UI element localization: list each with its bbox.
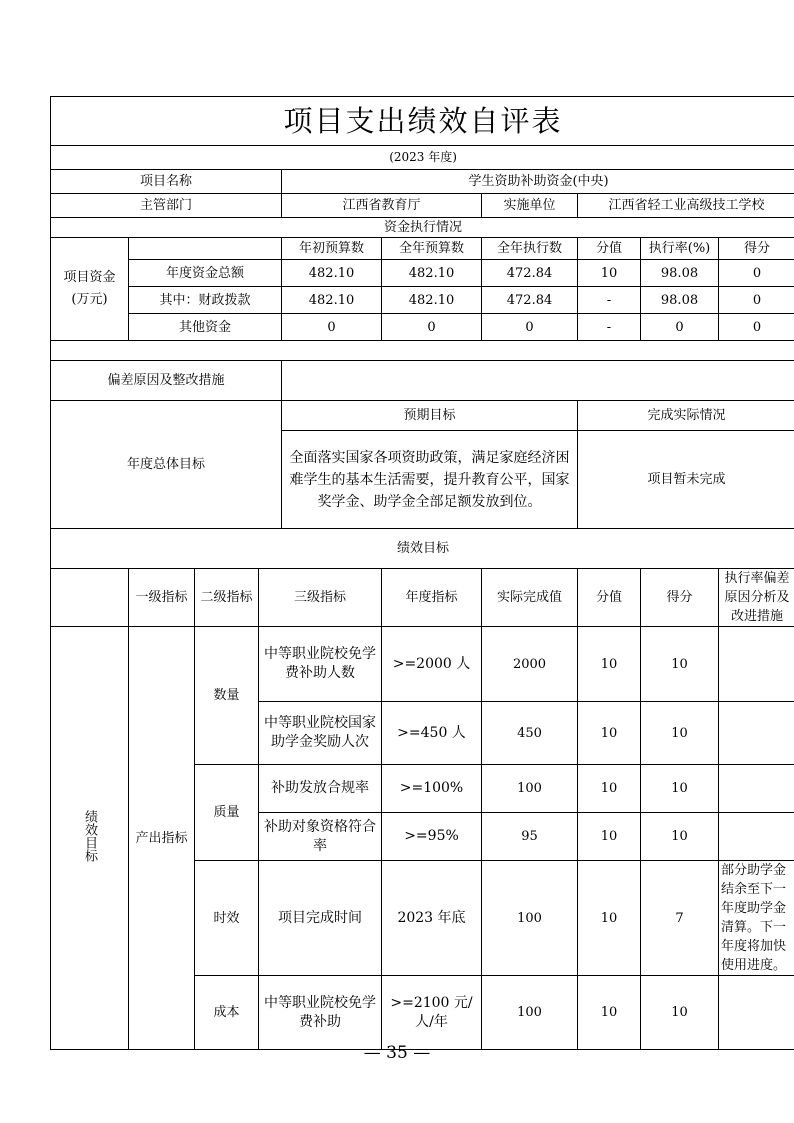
funds-cell: 482.10 bbox=[382, 260, 482, 287]
funds-cell: 0 bbox=[719, 260, 794, 287]
annual-goal-label: 年度总体目标 bbox=[51, 401, 282, 529]
level3-indicator: 中等职业院校免学费补助人数 bbox=[259, 627, 382, 702]
actual-value: 95 bbox=[482, 813, 578, 861]
deviation-note bbox=[719, 765, 794, 813]
performance-header: 实际完成值 bbox=[482, 569, 578, 627]
performance-header: 分值 bbox=[578, 569, 641, 627]
score-value: 10 bbox=[578, 627, 641, 702]
funds-cell: 482.10 bbox=[282, 287, 382, 314]
score: 10 bbox=[641, 765, 719, 813]
funds-cell: 0 bbox=[482, 314, 578, 341]
funds-row-label: 年度资金总额 bbox=[129, 260, 282, 287]
deviation-note bbox=[719, 702, 794, 765]
actual-value: 450 bbox=[482, 702, 578, 765]
score-value: 10 bbox=[578, 813, 641, 861]
funds-cell: 482.10 bbox=[282, 260, 382, 287]
project-name-value: 学生资助补助资金(中央) bbox=[282, 170, 794, 194]
level2-indicator: 时效 bbox=[195, 861, 259, 976]
actual-status-text: 项目暂未完成 bbox=[578, 431, 794, 529]
deviation-note: 部分助学金结余至下一年度助学金清算。下一年度将加快使用进度。 bbox=[719, 861, 794, 976]
funds-header: 得分 bbox=[719, 238, 794, 260]
funds-cell: 0 bbox=[382, 314, 482, 341]
level3-indicator: 项目完成时间 bbox=[259, 861, 382, 976]
score-value: 10 bbox=[578, 702, 641, 765]
level3-indicator: 中等职业院校国家助学金奖励人次 bbox=[259, 702, 382, 765]
dept-label: 主管部门 bbox=[51, 194, 282, 218]
score-value: 10 bbox=[578, 861, 641, 976]
expected-goal-header: 预期目标 bbox=[282, 401, 578, 431]
dept-value: 江西省教育厅 bbox=[282, 194, 482, 218]
performance-header: 三级指标 bbox=[259, 569, 382, 627]
level3-indicator: 补助发放合规率 bbox=[259, 765, 382, 813]
funds-header: 年初预算数 bbox=[282, 238, 382, 260]
page-number: — 35 — bbox=[363, 1043, 431, 1063]
performance-header: 执行率偏差原因分析及改进措施 bbox=[719, 569, 794, 627]
deviation-value bbox=[282, 361, 794, 401]
funds-cell: 10 bbox=[578, 260, 641, 287]
annual-target: >=100% bbox=[382, 765, 482, 813]
funds-header: 全年预算数 bbox=[382, 238, 482, 260]
annual-target: >=2100 元/人/年 bbox=[382, 976, 482, 1050]
form-year: (2023 年度) bbox=[51, 146, 794, 170]
score: 10 bbox=[641, 813, 719, 861]
actual-value: 100 bbox=[482, 976, 578, 1050]
performance-header: 得分 bbox=[641, 569, 719, 627]
annual-target: >=95% bbox=[382, 813, 482, 861]
annual-target: >=450 人 bbox=[382, 702, 482, 765]
funds-cell: - bbox=[578, 287, 641, 314]
funds-cell: 472.84 bbox=[482, 260, 578, 287]
performance-header-blank bbox=[51, 569, 129, 627]
expected-goal-text: 全面落实国家各项资助政策，满足家庭经济困难学生的基本生活需要，提升教育公平，国家奖学金、助学金全部足额发放到位。 bbox=[282, 431, 578, 529]
funds-header: 分值 bbox=[578, 238, 641, 260]
funds-row-label: 其他资金 bbox=[129, 314, 282, 341]
score: 10 bbox=[641, 627, 719, 702]
performance-header: 年度指标 bbox=[382, 569, 482, 627]
funds-cell: 482.10 bbox=[382, 287, 482, 314]
funds-section-title: 资金执行情况 bbox=[51, 218, 794, 238]
impl-label: 实施单位 bbox=[482, 194, 578, 218]
funds-header: 全年执行数 bbox=[482, 238, 578, 260]
funds-cell: 0 bbox=[719, 287, 794, 314]
form-table bbox=[50, 96, 794, 1050]
table-row bbox=[51, 314, 794, 341]
level3-indicator: 中等职业院校免学费补助 bbox=[259, 976, 382, 1050]
score: 10 bbox=[641, 702, 719, 765]
performance-side-label bbox=[51, 627, 129, 1050]
score-value: 10 bbox=[578, 976, 641, 1050]
level1-indicator: 产出指标 bbox=[129, 627, 195, 1050]
funds-cell: - bbox=[578, 314, 641, 341]
score-value: 10 bbox=[578, 765, 641, 813]
annual-target: 2023 年底 bbox=[382, 861, 482, 976]
funds-group-label bbox=[51, 238, 129, 341]
table-row bbox=[51, 627, 794, 702]
level2-indicator: 数量 bbox=[195, 627, 259, 765]
impl-value: 江西省轻工业高级技工学校 bbox=[578, 194, 794, 218]
spacer-row bbox=[51, 341, 794, 361]
performance-header: 一级指标 bbox=[129, 569, 195, 627]
actual-value: 2000 bbox=[482, 627, 578, 702]
self-evaluation-form bbox=[50, 96, 790, 1030]
funds-cell: 0 bbox=[641, 314, 719, 341]
performance-header: 二级指标 bbox=[195, 569, 259, 627]
funds-cell: 472.84 bbox=[482, 287, 578, 314]
form-title: 项目支出绩效自评表 bbox=[51, 97, 794, 146]
performance-section-title: 绩效目标 bbox=[51, 529, 794, 569]
actual-value: 100 bbox=[482, 765, 578, 813]
funds-cell: 98.08 bbox=[641, 287, 719, 314]
deviation-note bbox=[719, 813, 794, 861]
performance-side-label-text: 绩效目标 bbox=[82, 809, 97, 862]
actual-status-header: 完成实际情况 bbox=[578, 401, 794, 431]
table-row bbox=[51, 287, 794, 314]
deviation-note bbox=[719, 976, 794, 1050]
funds-header-blank bbox=[129, 238, 282, 260]
project-name-label: 项目名称 bbox=[51, 170, 282, 194]
deviation-label: 偏差原因及整改措施 bbox=[51, 361, 282, 401]
funds-group-label-text: 项目资金 (万元) bbox=[63, 270, 116, 307]
funds-cell: 98.08 bbox=[641, 260, 719, 287]
level3-indicator: 补助对象资格符合率 bbox=[259, 813, 382, 861]
score: 10 bbox=[641, 976, 719, 1050]
table-row bbox=[51, 260, 794, 287]
annual-target: >=2000 人 bbox=[382, 627, 482, 702]
actual-value: 100 bbox=[482, 861, 578, 976]
funds-header: 执行率(%) bbox=[641, 238, 719, 260]
funds-row-label: 其中：财政拨款 bbox=[129, 287, 282, 314]
level2-indicator: 质量 bbox=[195, 765, 259, 861]
funds-cell: 0 bbox=[719, 314, 794, 341]
deviation-note bbox=[719, 627, 794, 702]
score: 7 bbox=[641, 861, 719, 976]
funds-cell: 0 bbox=[282, 314, 382, 341]
level2-indicator: 成本 bbox=[195, 976, 259, 1050]
